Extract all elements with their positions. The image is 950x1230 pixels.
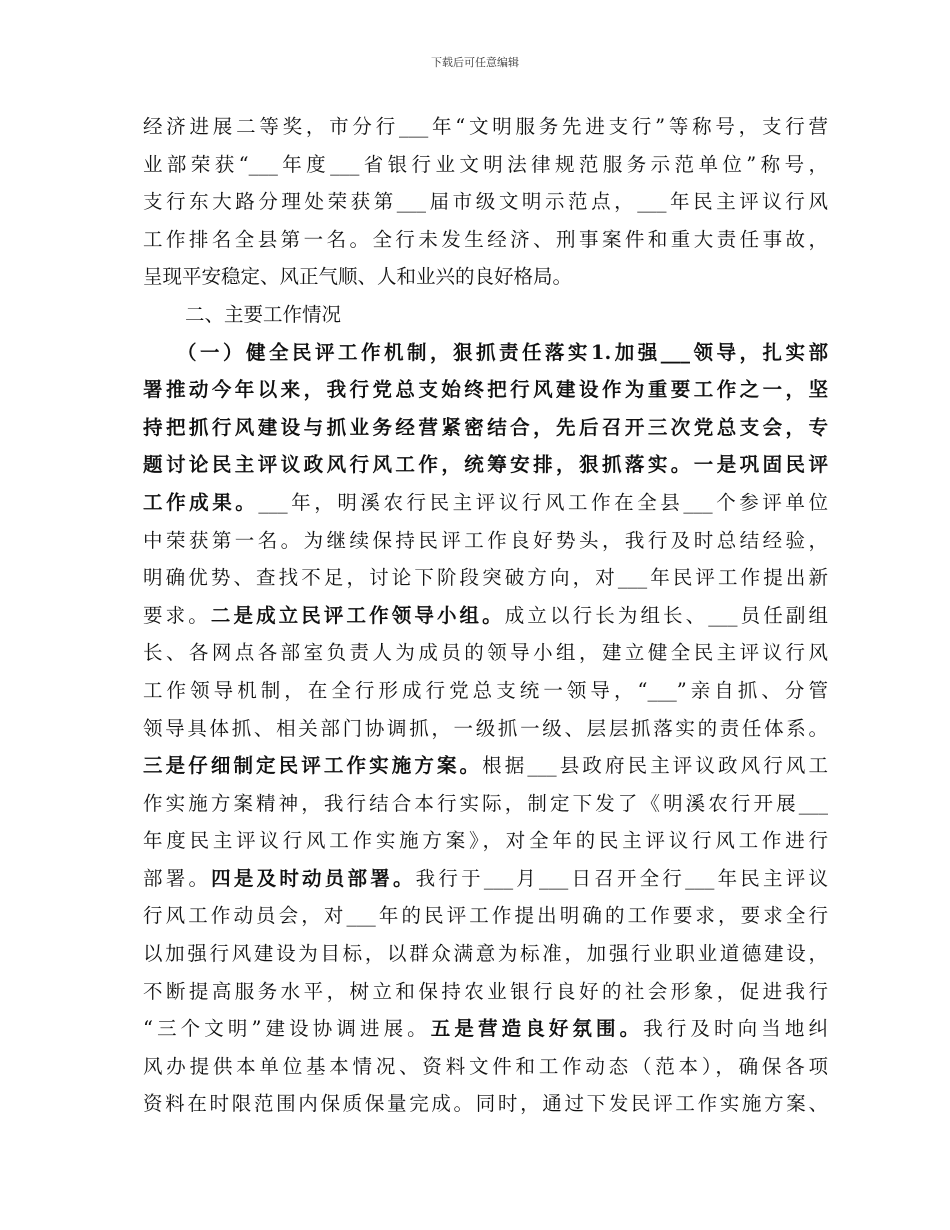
bold-text-run: 署推动今年以来，我行党总支始终把行风建设作为重要工作之一，坚 <box>143 378 828 402</box>
body-line <box>143 634 828 672</box>
bold-text-run: 四是及时动员部署。 <box>211 866 416 890</box>
body-line <box>143 484 828 522</box>
body-line <box>143 108 828 146</box>
text-run: 不断提高服务水平，树立和保持农业银行良好的社会形象，促进我行 <box>143 979 828 1003</box>
bold-text-run: 三是仔细制定民评工作实施方案。 <box>143 754 483 778</box>
page-header: 下载后可任意编辑 <box>431 56 519 69</box>
body-line <box>143 973 828 1011</box>
section-heading <box>143 296 828 334</box>
text-run: 业部荣获“___年度___省银行业文明法律规范服务示范单位”称号， <box>143 152 828 176</box>
text-run: 明确优势、查找不足，讨论下阶段突破方向，对___年民评工作提出新 <box>143 566 828 590</box>
body-line <box>143 221 828 259</box>
bold-text-run: （一）健全民评工作机制，狠抓责任落实1.加强___领导，扎实部 <box>177 340 828 364</box>
bold-text-run: 题讨论民主评议政风行风工作，统筹安排，狠抓落实。一是巩固民评 <box>143 453 828 477</box>
text-run: 工作排名全县第一名。全行未发生经济、刑事案件和重大责任事故， <box>143 227 828 251</box>
text-run: “三个文明”建设协调进展。 <box>143 1017 431 1041</box>
text-run: 风办提供本单位基本情况、资料文件和工作动态（范本），确保各项 <box>143 1054 828 1078</box>
body-line <box>143 146 828 184</box>
body-line <box>143 935 828 973</box>
body-line <box>143 710 828 748</box>
bold-text-run: 工作成果。 <box>143 490 259 514</box>
body-line <box>143 897 828 935</box>
document-body <box>143 108 828 1123</box>
text-run: 长、各网点各部室负责人为成员的领导小组，建立健全民主评议行风 <box>143 641 828 665</box>
text-run: 根据___县政府民主评议政风行风工 <box>482 754 828 778</box>
text-run: 呈现平安稳定、风正气顺、人和业兴的良好格局。 <box>143 265 573 289</box>
bold-text-run: 持把抓行风建设与抓业务经营紧密结合，先后召开三次党总支会，专 <box>143 415 828 439</box>
text-run: 二、主要工作情况 <box>185 302 342 326</box>
text-run: 资料在时限范围内保质保量完成。同时，通过下发民评工作实施方案、 <box>143 1092 828 1116</box>
text-run: 经济进展二等奖，市分行___年“文明服务先进支行”等称号，支行营 <box>143 115 828 138</box>
subsection-heading <box>143 334 828 372</box>
bold-text-run: 二是成立民评工作领导小组。 <box>210 603 505 627</box>
body-line <box>143 1085 828 1123</box>
text-run: 行风工作动员会，对___年的民评工作提出明确的工作要求，要求全行 <box>143 904 828 928</box>
text-run: ___年，明溪农行民主评议行风工作在全县___个参评单位 <box>258 490 828 514</box>
body-line <box>143 672 828 710</box>
body-line <box>143 860 828 898</box>
text-run: 中荣获第一名。为继续保持民评工作良好势头，我行及时总结经验， <box>143 528 828 552</box>
text-run: 作实施方案精神，我行结合本行实际，制定下发了《明溪农行开展___ <box>143 791 828 815</box>
text-run: 我行及时向当地纠 <box>643 1017 828 1041</box>
body-line <box>143 522 828 560</box>
text-run: 要求。 <box>143 603 211 627</box>
body-line <box>143 371 828 409</box>
body-line <box>143 446 828 484</box>
body-line <box>143 183 828 221</box>
body-line <box>143 258 828 296</box>
bold-text-run: 五是营造良好氛围。 <box>430 1017 644 1041</box>
text-run: 领导具体抓、相关部门协调抓，一级抓一级、层层抓落实的责任体系。 <box>143 716 828 740</box>
body-line <box>143 409 828 447</box>
text-run: 成立以行长为组长、___员任副组 <box>504 603 828 627</box>
body-line <box>143 559 828 597</box>
body-line <box>143 1010 828 1048</box>
body-line <box>143 1048 828 1086</box>
text-run: 部署。 <box>143 866 212 890</box>
body-line <box>143 747 828 785</box>
text-run: 工作领导机制，在全行形成行党总支统一领导，“___”亲自抓、分管 <box>143 678 828 702</box>
body-line <box>143 597 828 635</box>
body-line <box>143 822 828 860</box>
text-run: 以加强行风建设为目标，以群众满意为标准，加强行业职业道德建设， <box>143 942 828 966</box>
text-run: 我行于___月___日召开全行___年民主评议 <box>415 866 828 890</box>
body-line <box>143 785 828 823</box>
text-run: 年度民主评议行风工作实施方案》，对全年的民主评议行风工作进行 <box>143 829 828 853</box>
text-run: 支行东大路分理处荣获第___届市级文明示范点，___年民主评议行风 <box>143 190 828 214</box>
